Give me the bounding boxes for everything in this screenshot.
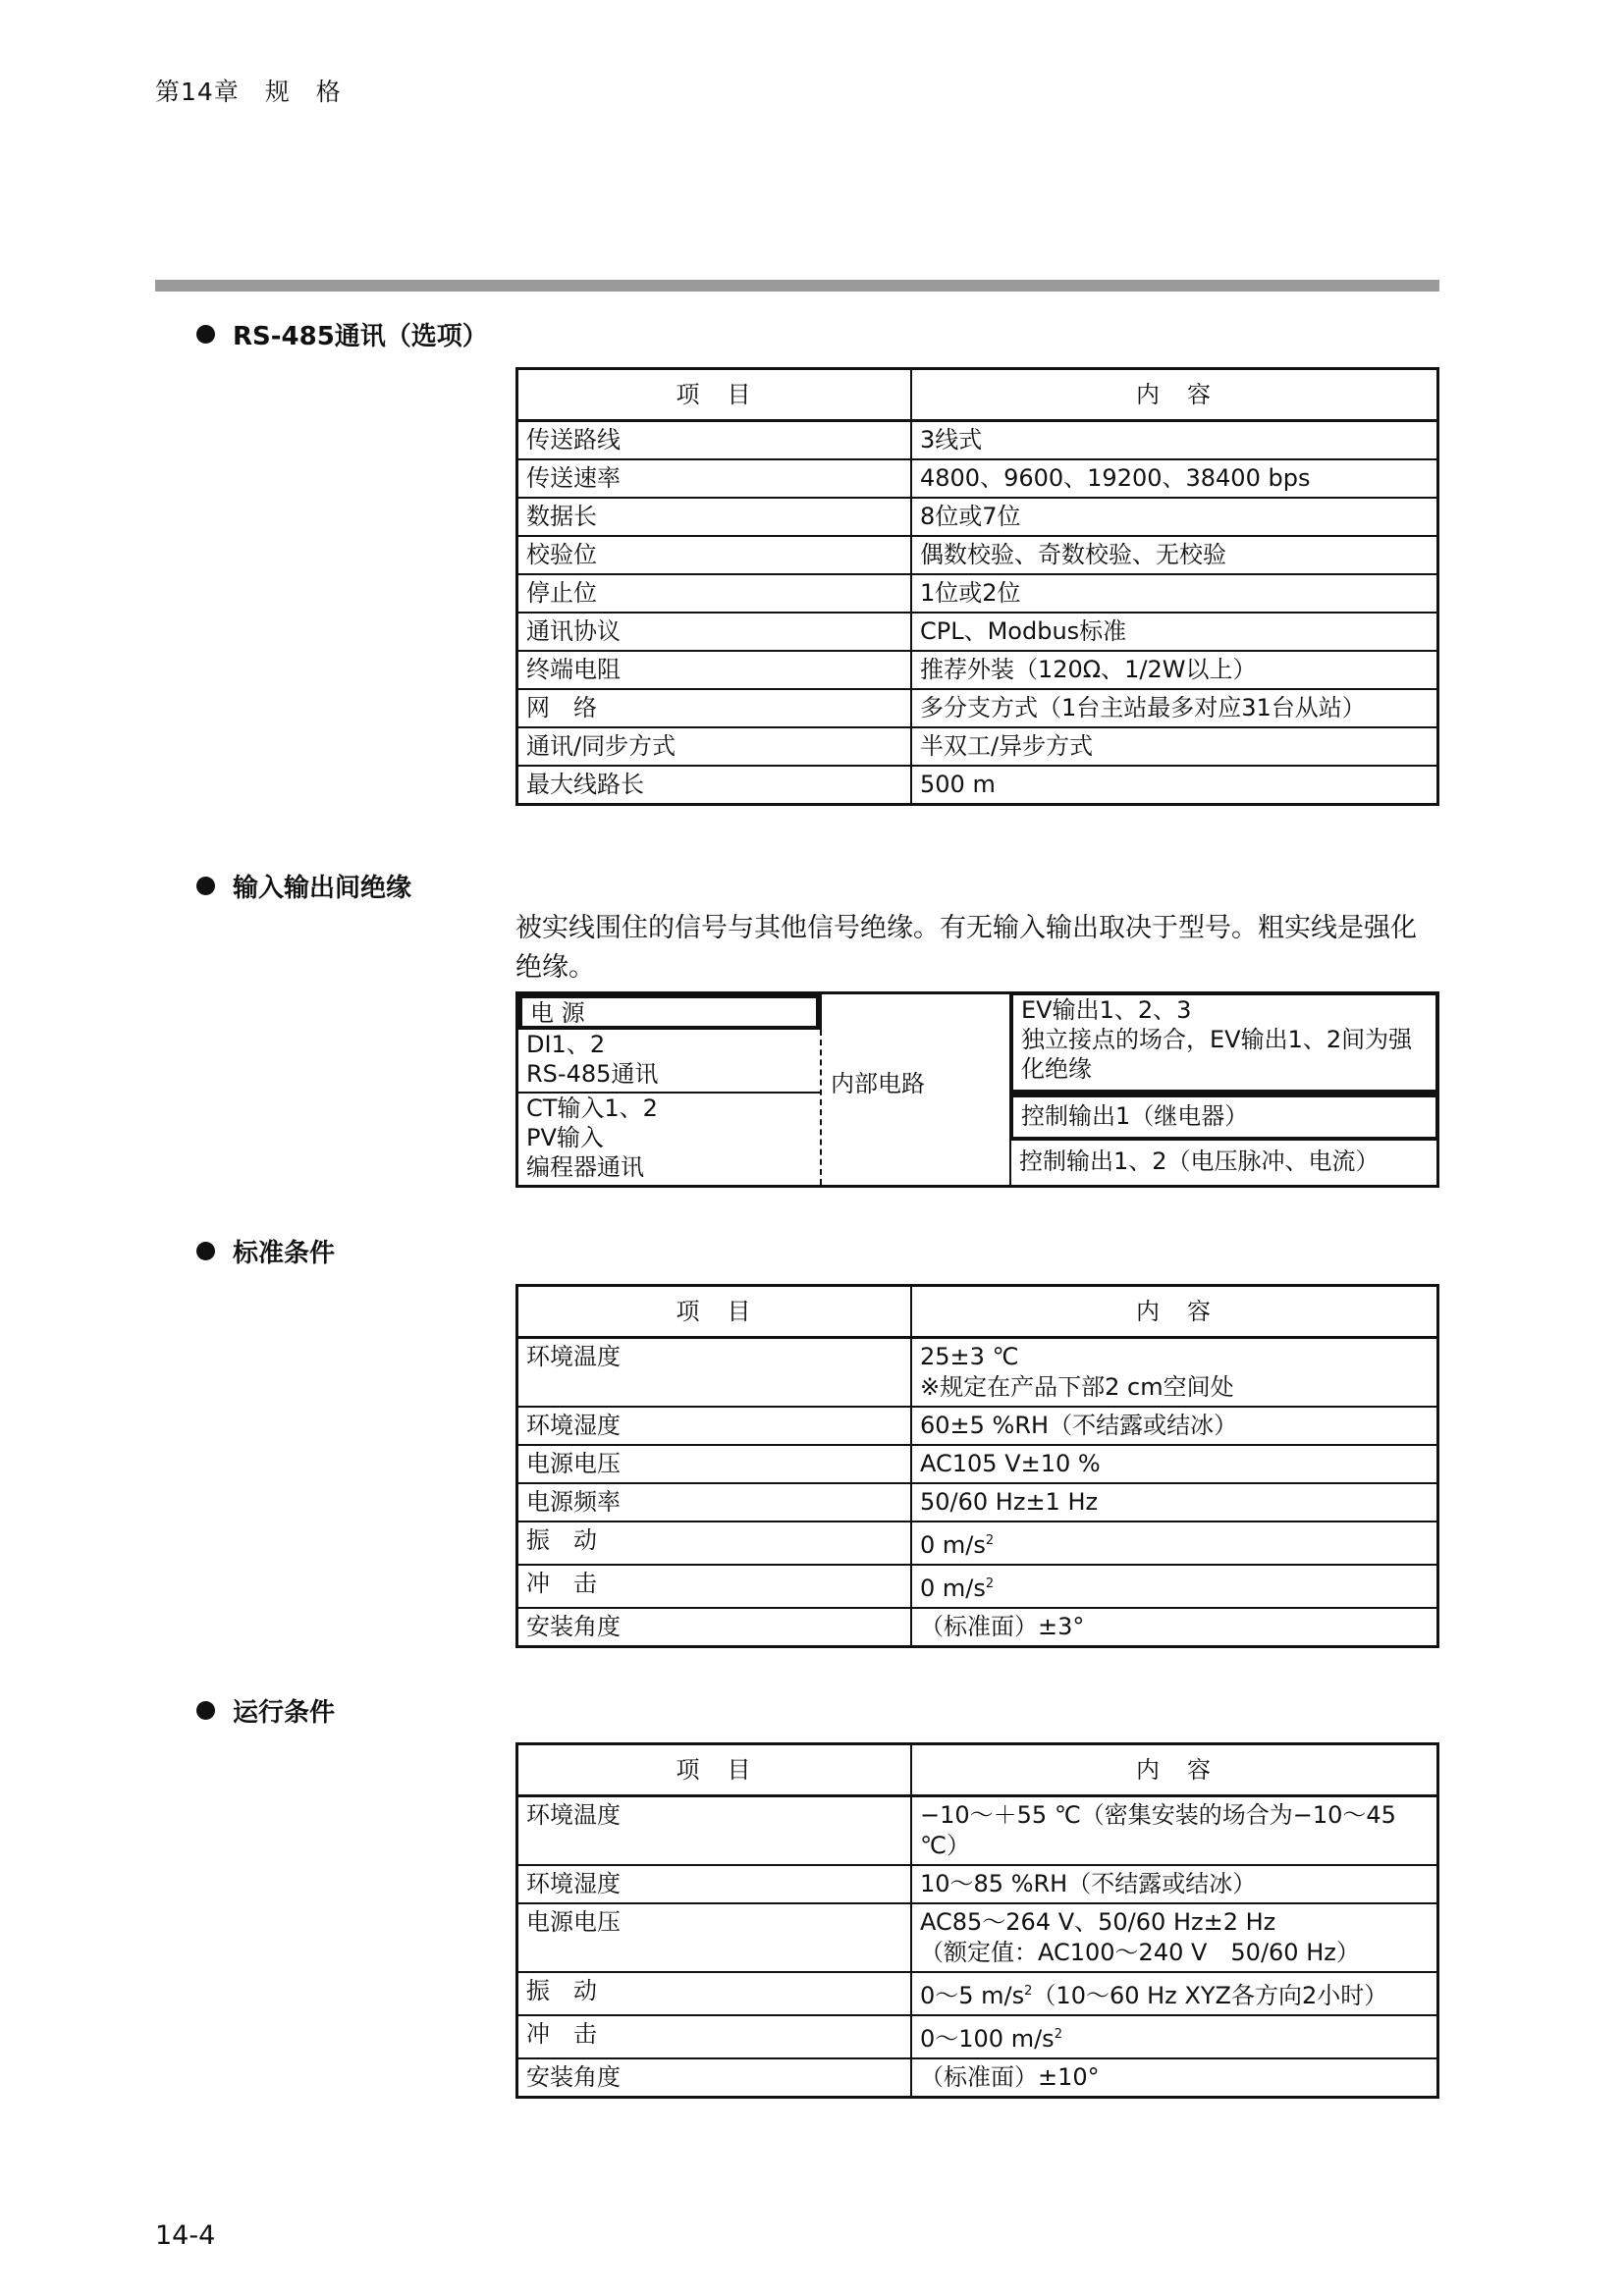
superscript: 2 <box>1054 2027 1062 2042</box>
section-title-isolation <box>196 868 411 904</box>
item-cell: 电源电压 <box>517 1445 912 1483</box>
content-note: （10～60 Hz XYZ各方向2小时） <box>1032 1982 1388 2009</box>
content-line: AC85～264 V、50/60 Hz±2 Hz <box>920 1908 1276 1936</box>
internal-circuit-label: 内部电路 <box>831 1070 925 1097</box>
page-number: 14-4 <box>155 2220 216 2251</box>
ct-pv-box <box>518 1094 820 1185</box>
content-cell <box>911 1903 1438 1972</box>
pulse-output-label: 控制输出1、2（电压脉冲、电流） <box>1019 1148 1380 1175</box>
table-row <box>517 1522 1438 1565</box>
item-cell: 数据长 <box>517 498 912 536</box>
item-cell: 传送路线 <box>517 421 912 460</box>
item-cell: 传送速率 <box>517 459 912 498</box>
section-divider <box>155 280 1439 292</box>
table-row <box>517 2058 1438 2098</box>
rs485-table <box>515 367 1439 806</box>
item-cell: 振 动 <box>517 1972 912 2015</box>
item-cell: 冲 击 <box>517 2015 912 2058</box>
item-cell: 电源频率 <box>517 1483 912 1522</box>
table-row <box>517 1972 1438 2015</box>
section-title-rs485 <box>196 316 488 352</box>
table-row <box>517 574 1438 613</box>
table-row <box>517 536 1438 574</box>
section-title-standard <box>196 1233 335 1269</box>
column-header-content: 内 容 <box>911 369 1438 421</box>
content-note: ※规定在产品下部2 cm空间处 <box>920 1373 1234 1401</box>
content-cell: CPL、Modbus标准 <box>911 613 1438 651</box>
item-cell: 环境温度 <box>517 1796 912 1866</box>
bullet-icon <box>196 325 215 344</box>
bullet-icon <box>196 1701 215 1720</box>
power-box <box>518 994 820 1030</box>
table-row <box>517 459 1438 498</box>
ev-output-box <box>1009 991 1439 1094</box>
item-cell: 通讯/同步方式 <box>517 727 912 766</box>
superscript: 2 <box>985 1576 995 1591</box>
item-cell: 通讯协议 <box>517 613 912 651</box>
superscript: 2 <box>985 1533 995 1548</box>
section-title-text: 运行条件 <box>233 1698 336 1728</box>
table-row <box>517 1445 1438 1483</box>
content-note: （额定值：AC100～240 V 50/60 Hz） <box>920 1939 1360 1966</box>
item-cell: 最大线路长 <box>517 766 912 805</box>
content-value: 0 m/s <box>920 1531 986 1559</box>
content-cell: 推荐外装（120Ω、1/2W以上） <box>911 651 1438 689</box>
isolation-diagram <box>515 991 1439 1188</box>
content-cell: 偶数校验、奇数校验、无校验 <box>911 536 1438 574</box>
content-value: 0～100 m/s <box>920 2025 1055 2053</box>
table-row <box>517 651 1438 689</box>
item-cell: 安装角度 <box>517 2058 912 2098</box>
content-value: 0 m/s <box>920 1575 986 1602</box>
loader-label: 编程器通讯 <box>526 1153 644 1181</box>
table-row <box>517 498 1438 536</box>
table-row <box>517 1608 1438 1647</box>
table-row <box>517 1565 1438 1608</box>
content-cell: （标准面）±10° <box>911 2058 1438 2098</box>
column-header-item: 项 目 <box>517 1744 912 1796</box>
item-cell: 振 动 <box>517 1522 912 1565</box>
pv-label: PV输入 <box>526 1124 604 1151</box>
content-cell: 60±5 %RH（不结露或结冰） <box>911 1407 1438 1445</box>
table-row <box>517 689 1438 727</box>
content-cell <box>911 1565 1438 1608</box>
table-row <box>517 1338 1438 1408</box>
di-rs485-box <box>518 1030 820 1094</box>
content-cell: 8位或7位 <box>911 498 1438 536</box>
item-cell: 安装角度 <box>517 1608 912 1647</box>
table-row <box>517 1903 1438 1972</box>
content-line: 25±3 ℃ <box>920 1343 1019 1370</box>
column-header-content: 内 容 <box>911 1744 1438 1796</box>
isolation-note: 被实线围住的信号与其他信号绝缘。有无输入输出取决于型号。粗实线是强化绝缘。 <box>515 913 1417 983</box>
column-header-item: 项 目 <box>517 1286 912 1338</box>
standard-conditions-table <box>515 1284 1439 1648</box>
relay-output-box <box>1009 1094 1439 1141</box>
item-cell: 网 络 <box>517 689 912 727</box>
content-cell: （标准面）±3° <box>911 1608 1438 1647</box>
pulse-output-box <box>1011 1141 1439 1185</box>
table-row <box>517 1865 1438 1903</box>
dashed-separator <box>820 1030 822 1185</box>
table-row <box>517 727 1438 766</box>
item-cell: 冲 击 <box>517 1565 912 1608</box>
section-title-operating <box>196 1692 335 1729</box>
item-cell: 环境湿度 <box>517 1865 912 1903</box>
table-row <box>517 2015 1438 2058</box>
content-cell: AC105 V±10 % <box>911 1445 1438 1483</box>
content-cell: −10～＋55 ℃（密集安装的场合为−10～45 ℃） <box>911 1796 1438 1866</box>
table-row <box>517 766 1438 805</box>
content-cell: 多分支方式（1台主站最多对应31台从站） <box>911 689 1438 727</box>
ev-output-label: EV输出1、2、3 <box>1021 996 1192 1024</box>
bullet-icon <box>196 877 215 895</box>
separator-line <box>820 994 822 1030</box>
content-cell <box>911 1972 1438 2015</box>
chapter-header: 第14章 规 格 <box>155 78 342 106</box>
content-cell: 4800、9600、19200、38400 bps <box>911 459 1438 498</box>
item-cell: 环境温度 <box>517 1338 912 1408</box>
item-cell: 环境湿度 <box>517 1407 912 1445</box>
content-cell: 3线式 <box>911 421 1438 460</box>
content-cell: 10～85 %RH（不结露或结冰） <box>911 1865 1438 1903</box>
power-label: 电 源 <box>530 999 585 1027</box>
relay-output-label: 控制输出1（继电器） <box>1021 1102 1249 1130</box>
table-row <box>517 1407 1438 1445</box>
content-cell: 半双工/异步方式 <box>911 727 1438 766</box>
ct-label: CT输入1、2 <box>526 1095 658 1122</box>
ev-note: 独立接点的场合，EV输出1、2间为强化绝缘 <box>1021 1026 1413 1083</box>
column-header-item: 项 目 <box>517 369 912 421</box>
section-title-text: RS-485通讯（选项） <box>233 322 488 351</box>
item-cell: 终端电阻 <box>517 651 912 689</box>
column-header-content: 内 容 <box>911 1286 1438 1338</box>
table-row <box>517 1796 1438 1866</box>
item-cell: 电源电压 <box>517 1903 912 1972</box>
superscript: 2 <box>1024 1984 1033 1999</box>
operating-conditions-table <box>515 1742 1439 2099</box>
content-cell: 1位或2位 <box>911 574 1438 613</box>
section-title-text: 输入输出间绝缘 <box>233 874 412 903</box>
content-cell <box>911 2015 1438 2058</box>
table-row <box>517 421 1438 460</box>
content-cell: 500 m <box>911 766 1438 805</box>
item-cell: 停止位 <box>517 574 912 613</box>
section-title-text: 标准条件 <box>233 1239 336 1268</box>
content-value: 0～5 m/s <box>920 1982 1025 2009</box>
item-cell: 校验位 <box>517 536 912 574</box>
table-row <box>517 1483 1438 1522</box>
content-cell <box>911 1522 1438 1565</box>
content-cell: 50/60 Hz±1 Hz <box>911 1483 1438 1522</box>
rs485-label: RS-485通讯 <box>526 1060 659 1088</box>
table-row <box>517 613 1438 651</box>
bullet-icon <box>196 1242 215 1260</box>
di-label: DI1、2 <box>526 1031 606 1058</box>
content-cell <box>911 1338 1438 1408</box>
